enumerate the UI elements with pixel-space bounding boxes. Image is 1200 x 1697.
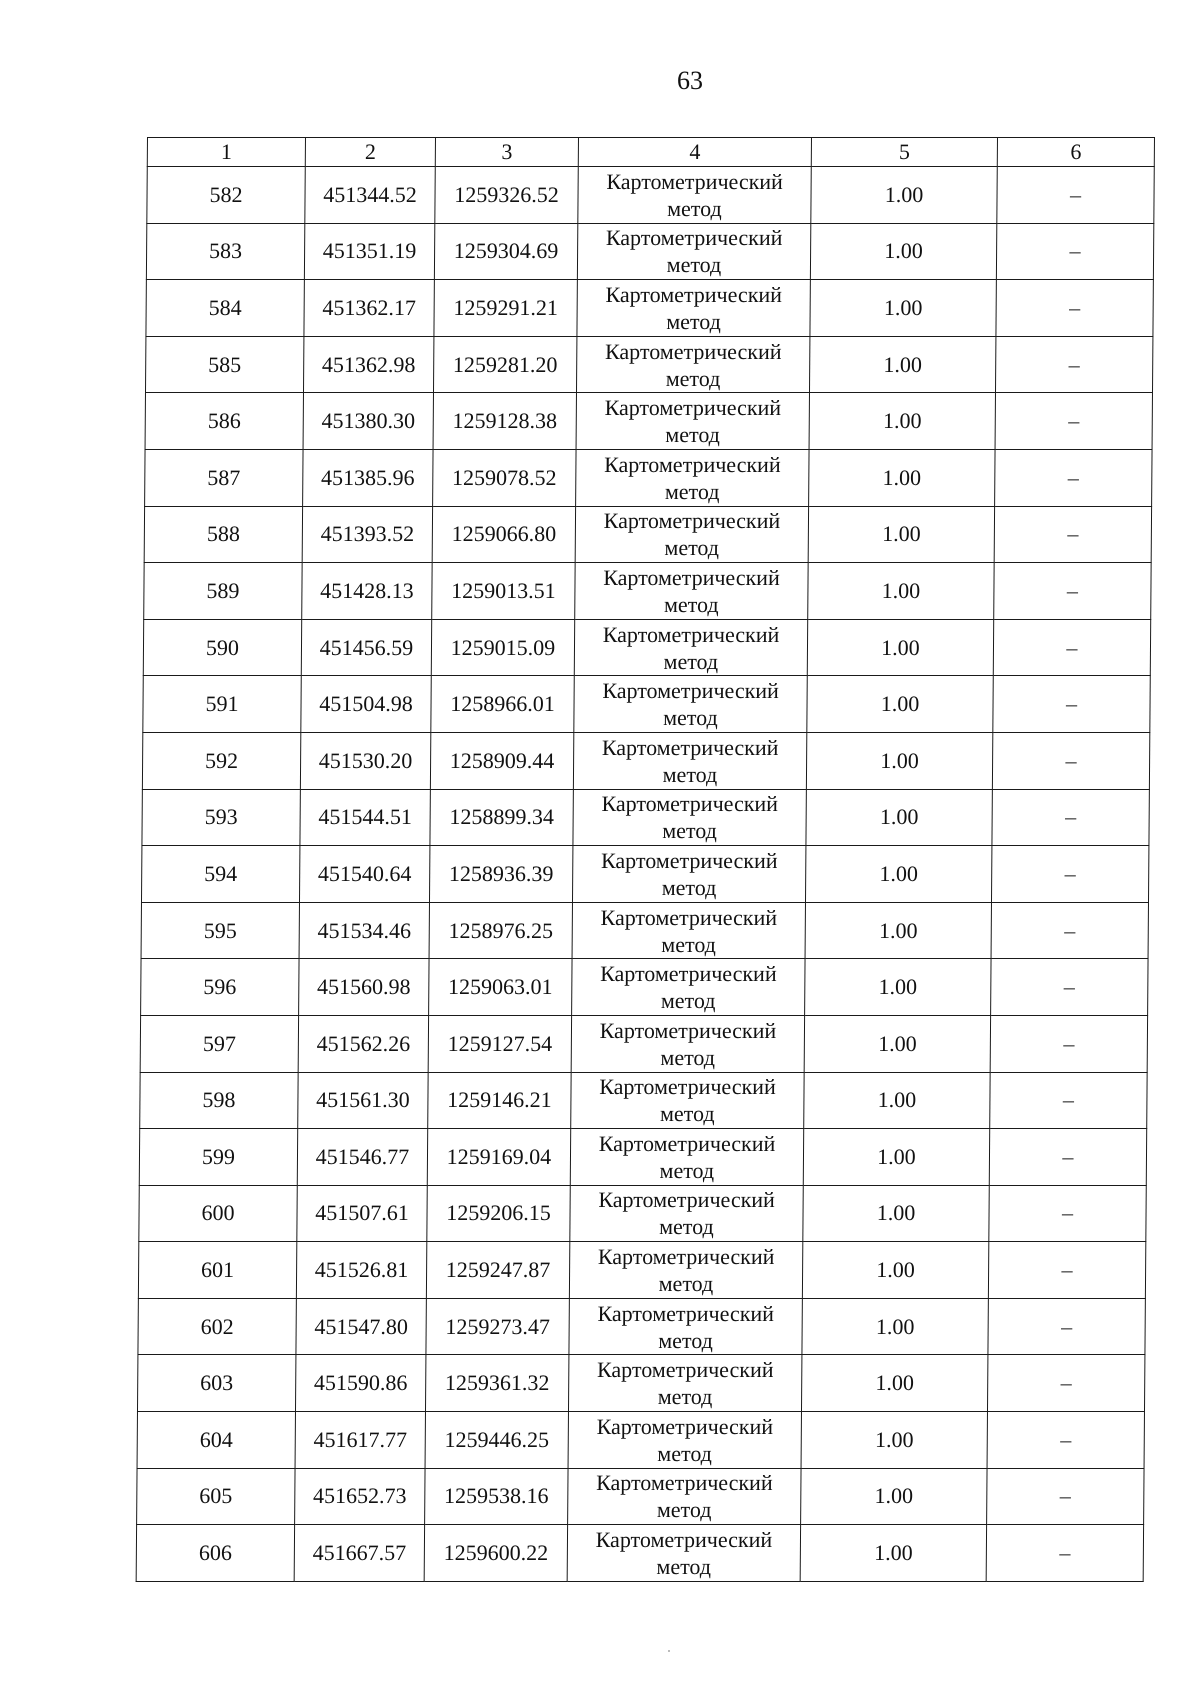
y-coordinate-cell: 1259247.87	[426, 1242, 569, 1299]
column-header: 6	[997, 138, 1154, 167]
method-cell	[576, 449, 809, 506]
accuracy-cell: 1.00	[804, 1015, 990, 1072]
method-line-1: Картометрический	[604, 451, 781, 477]
x-coordinate-cell: 451344.52	[305, 167, 435, 224]
point-number-cell: 595	[141, 902, 299, 959]
description-cell: –	[994, 506, 1151, 563]
method-line-2: метод	[658, 1327, 713, 1353]
method-cell	[576, 336, 809, 393]
point-number-cell: 597	[140, 1015, 298, 1072]
method-line-2: метод	[666, 252, 722, 278]
method-line-2: метод	[665, 365, 721, 391]
point-number-cell: 604	[137, 1412, 295, 1469]
method-line-1: Картометрический	[596, 1357, 774, 1383]
method-line-2: метод	[664, 535, 720, 561]
y-coordinate-cell: 1259304.69	[434, 223, 577, 280]
point-number-cell: 594	[141, 846, 299, 903]
point-number-cell: 588	[144, 506, 302, 563]
y-coordinate-cell: 1259169.04	[427, 1129, 570, 1186]
method-cell	[577, 280, 810, 337]
accuracy-cell: 1.00	[808, 563, 994, 620]
x-coordinate-cell: 451561.30	[298, 1072, 428, 1129]
method-line-1: Картометрический	[603, 508, 781, 534]
method-line-2: метод	[663, 648, 719, 674]
description-cell: –	[993, 676, 1150, 733]
method-cell	[568, 1355, 801, 1412]
point-number-cell: 584	[146, 280, 304, 337]
x-coordinate-cell: 451617.77	[295, 1412, 425, 1469]
column-header: 5	[811, 138, 997, 167]
description-cell: –	[994, 563, 1151, 620]
method-line-2: метод	[657, 1384, 713, 1410]
method-cell	[575, 506, 808, 563]
column-header: 4	[578, 138, 811, 167]
method-line-2: метод	[656, 1497, 712, 1523]
description-cell: –	[989, 1185, 1146, 1242]
y-coordinate-cell: 1258909.44	[430, 732, 573, 789]
point-number-cell: 599	[139, 1129, 297, 1186]
method-line-2: метод	[659, 1157, 715, 1183]
method-line-1: Картометрический	[602, 678, 779, 704]
x-coordinate-cell: 451544.51	[300, 789, 430, 846]
y-coordinate-cell: 1259291.21	[434, 280, 577, 337]
table-row	[142, 732, 1149, 789]
method-cell	[570, 1185, 803, 1242]
x-coordinate-cell: 451547.80	[296, 1298, 426, 1355]
description-cell: –	[991, 846, 1148, 903]
x-coordinate-cell: 451385.96	[303, 449, 433, 506]
table-row	[144, 563, 1151, 620]
description-cell: –	[996, 223, 1153, 280]
description-cell: –	[996, 280, 1153, 337]
table-row	[138, 1298, 1145, 1355]
method-cell	[572, 846, 805, 903]
point-number-cell: 582	[147, 167, 305, 224]
accuracy-cell: 1.00	[801, 1468, 987, 1525]
method-line-2: метод	[660, 988, 716, 1014]
accuracy-cell: 1.00	[805, 959, 991, 1016]
y-coordinate-cell: 1259015.09	[431, 619, 574, 676]
method-line-2: метод	[664, 478, 720, 504]
method-line-1: Картометрический	[599, 1074, 776, 1100]
description-cell: –	[995, 393, 1152, 450]
point-number-cell: 605	[137, 1468, 295, 1525]
y-coordinate-cell: 1259281.20	[433, 336, 576, 393]
accuracy-cell: 1.00	[809, 449, 995, 506]
y-coordinate-cell: 1259063.01	[429, 959, 572, 1016]
description-cell: –	[992, 732, 1149, 789]
accuracy-cell: 1.00	[800, 1525, 986, 1582]
accuracy-cell: 1.00	[805, 846, 991, 903]
method-cell	[577, 223, 810, 280]
table-row	[145, 336, 1152, 393]
accuracy-cell: 1.00	[801, 1412, 987, 1469]
method-cell	[570, 1129, 803, 1186]
point-number-cell: 590	[143, 619, 301, 676]
y-coordinate-cell: 1259326.52	[435, 167, 578, 224]
method-cell	[573, 789, 806, 846]
column-header: 1	[147, 138, 305, 167]
y-coordinate-cell: 1258936.39	[429, 846, 572, 903]
y-coordinate-cell: 1259127.54	[428, 1015, 571, 1072]
method-line-1: Картометрический	[602, 621, 780, 647]
x-coordinate-cell: 451560.98	[299, 959, 429, 1016]
table-row	[142, 789, 1149, 846]
x-coordinate-cell: 451428.13	[302, 563, 432, 620]
x-coordinate-cell: 451456.59	[301, 619, 431, 676]
point-number-cell: 593	[142, 789, 300, 846]
table-row	[137, 1355, 1144, 1412]
table-row	[146, 280, 1153, 337]
accuracy-cell: 1.00	[809, 393, 995, 450]
accuracy-cell: 1.00	[807, 619, 993, 676]
description-cell: –	[993, 619, 1150, 676]
method-line-1: Картометрический	[605, 225, 783, 251]
method-line-1: Картометрический	[597, 1244, 775, 1270]
description-cell: –	[989, 1129, 1146, 1186]
method-cell	[572, 959, 805, 1016]
accuracy-cell: 1.00	[804, 1072, 990, 1129]
y-coordinate-cell: 1259361.32	[425, 1355, 568, 1412]
table-body	[136, 138, 1154, 1582]
y-coordinate-cell: 1259128.38	[433, 393, 576, 450]
description-cell: –	[988, 1242, 1145, 1299]
description-cell: –	[987, 1355, 1144, 1412]
point-number-cell: 598	[140, 1072, 298, 1129]
accuracy-cell: 1.00	[802, 1298, 988, 1355]
table-row	[141, 959, 1148, 1016]
point-number-cell: 606	[136, 1525, 294, 1582]
method-line-1: Картометрический	[599, 1017, 777, 1043]
description-cell: –	[991, 959, 1148, 1016]
x-coordinate-cell: 451652.73	[295, 1468, 425, 1525]
point-number-cell: 603	[137, 1355, 295, 1412]
method-line-2: метод	[660, 1044, 716, 1070]
method-cell	[568, 1412, 801, 1469]
point-number-cell: 601	[138, 1242, 296, 1299]
accuracy-cell: 1.00	[802, 1242, 988, 1299]
table-row	[141, 846, 1148, 903]
table-row	[139, 1185, 1146, 1242]
description-cell: –	[988, 1298, 1145, 1355]
y-coordinate-cell: 1259206.15	[427, 1185, 570, 1242]
y-coordinate-cell: 1259600.22	[424, 1525, 567, 1582]
x-coordinate-cell: 451351.19	[304, 223, 434, 280]
method-line-2: метод	[661, 874, 717, 900]
x-coordinate-cell: 451546.77	[297, 1129, 427, 1186]
y-coordinate-cell: 1259446.25	[425, 1412, 568, 1469]
page-number: 63	[677, 66, 703, 95]
accuracy-cell: 1.00	[806, 732, 992, 789]
method-line-1: Картометрический	[595, 1527, 773, 1553]
method-cell	[573, 732, 806, 789]
method-cell	[569, 1242, 802, 1299]
y-coordinate-cell: 1259078.52	[433, 449, 576, 506]
accuracy-cell: 1.00	[801, 1355, 987, 1412]
method-cell	[572, 902, 805, 959]
method-line-2: метод	[656, 1554, 712, 1580]
method-cell	[567, 1525, 800, 1582]
accuracy-cell: 1.00	[810, 223, 996, 280]
y-coordinate-cell: 1258976.25	[429, 902, 572, 959]
method-line-2: метод	[665, 422, 721, 448]
method-line-2: метод	[662, 761, 718, 787]
coordinates-table	[136, 137, 1155, 1582]
accuracy-cell: 1.00	[811, 167, 997, 224]
method-line-2: метод	[658, 1271, 714, 1297]
table-row	[145, 393, 1152, 450]
table-row	[137, 1412, 1144, 1469]
point-number-cell: 592	[142, 732, 300, 789]
table-row	[143, 676, 1150, 733]
method-line-1: Картометрический	[596, 1413, 774, 1439]
point-number-cell: 600	[139, 1185, 297, 1242]
method-line-2: метод	[661, 931, 717, 957]
x-coordinate-cell: 451667.57	[294, 1525, 424, 1582]
description-cell: –	[991, 902, 1148, 959]
accuracy-cell: 1.00	[803, 1129, 989, 1186]
method-cell	[575, 563, 808, 620]
y-coordinate-cell: 1259538.16	[425, 1468, 568, 1525]
table-row	[136, 1525, 1143, 1582]
y-coordinate-cell: 1258966.01	[431, 676, 574, 733]
column-header: 3	[435, 138, 578, 167]
point-number-cell: 589	[144, 563, 302, 620]
method-line-1: Картометрический	[601, 734, 779, 760]
y-coordinate-cell: 1258899.34	[430, 789, 573, 846]
method-line-1: Картометрический	[596, 1470, 773, 1496]
point-number-cell: 587	[145, 449, 303, 506]
x-coordinate-cell: 451504.98	[301, 676, 431, 733]
point-number-cell: 591	[143, 676, 301, 733]
method-line-2: метод	[663, 705, 718, 731]
accuracy-cell: 1.00	[810, 280, 996, 337]
x-coordinate-cell: 451362.98	[303, 336, 433, 393]
x-coordinate-cell: 451530.20	[300, 732, 430, 789]
scan-speck	[668, 1650, 670, 1652]
accuracy-cell: 1.00	[806, 789, 992, 846]
point-number-cell: 596	[141, 959, 299, 1016]
method-line-2: метод	[657, 1440, 713, 1466]
x-coordinate-cell: 451590.86	[295, 1355, 425, 1412]
point-number-cell: 586	[145, 393, 303, 450]
method-line-1: Картометрический	[600, 847, 778, 873]
method-line-1: Картометрический	[603, 564, 780, 590]
method-cell	[574, 619, 807, 676]
method-line-1: Картометрический	[601, 791, 779, 817]
point-number-cell: 583	[146, 223, 304, 280]
method-line-2: метод	[666, 308, 721, 334]
y-coordinate-cell: 1259066.80	[432, 506, 575, 563]
x-coordinate-cell: 451540.64	[299, 846, 429, 903]
description-cell: –	[987, 1412, 1144, 1469]
method-line-2: метод	[659, 1101, 715, 1127]
description-cell: –	[997, 167, 1154, 224]
method-line-2: метод	[659, 1214, 714, 1240]
method-line-1: Картометрический	[605, 281, 783, 307]
table-row	[146, 223, 1153, 280]
description-cell: –	[992, 789, 1149, 846]
method-cell	[576, 393, 809, 450]
method-line-1: Картометрический	[600, 961, 777, 987]
accuracy-cell: 1.00	[809, 336, 995, 393]
table-row	[137, 1468, 1144, 1525]
table-row	[145, 449, 1152, 506]
method-line-1: Картометрический	[598, 1187, 775, 1213]
method-line-1: Картометрический	[598, 1130, 776, 1156]
method-line-2: метод	[663, 591, 719, 617]
method-cell	[571, 1072, 804, 1129]
table-header-row	[147, 138, 1154, 167]
table-row	[139, 1129, 1146, 1186]
y-coordinate-cell: 1259013.51	[432, 563, 575, 620]
y-coordinate-cell: 1259273.47	[426, 1298, 569, 1355]
x-coordinate-cell: 451507.61	[297, 1185, 427, 1242]
method-cell	[578, 167, 811, 224]
x-coordinate-cell: 451362.17	[304, 280, 434, 337]
accuracy-cell: 1.00	[803, 1185, 989, 1242]
accuracy-cell: 1.00	[807, 676, 993, 733]
method-cell	[571, 1015, 804, 1072]
method-line-1: Картометрический	[597, 1300, 775, 1326]
y-coordinate-cell: 1259146.21	[428, 1072, 571, 1129]
method-line-2: метод	[667, 195, 722, 221]
description-cell: –	[987, 1468, 1144, 1525]
method-line-1: Картометрический	[600, 904, 778, 930]
x-coordinate-cell: 451534.46	[299, 902, 429, 959]
table-row	[147, 167, 1154, 224]
table-row	[143, 619, 1150, 676]
point-number-cell: 585	[145, 336, 303, 393]
description-cell: –	[990, 1015, 1147, 1072]
method-cell	[569, 1298, 802, 1355]
method-line-1: Картометрический	[604, 395, 782, 421]
description-cell: –	[986, 1525, 1143, 1582]
description-cell: –	[995, 449, 1152, 506]
table-row	[144, 506, 1151, 563]
x-coordinate-cell: 451393.52	[302, 506, 432, 563]
accuracy-cell: 1.00	[805, 902, 991, 959]
column-header: 2	[305, 138, 435, 167]
method-cell	[574, 676, 807, 733]
table-row	[140, 1015, 1147, 1072]
x-coordinate-cell: 451380.30	[303, 393, 433, 450]
method-line-1: Картометрический	[604, 338, 782, 364]
description-cell: –	[990, 1072, 1147, 1129]
accuracy-cell: 1.00	[808, 506, 994, 563]
method-line-1: Картометрический	[606, 168, 783, 194]
point-number-cell: 602	[138, 1298, 296, 1355]
x-coordinate-cell: 451562.26	[298, 1015, 428, 1072]
method-line-2: метод	[662, 818, 717, 844]
table-row	[138, 1242, 1145, 1299]
table-row	[141, 902, 1148, 959]
method-cell	[568, 1468, 801, 1525]
table-row	[140, 1072, 1147, 1129]
description-cell: –	[995, 336, 1152, 393]
x-coordinate-cell: 451526.81	[296, 1242, 426, 1299]
